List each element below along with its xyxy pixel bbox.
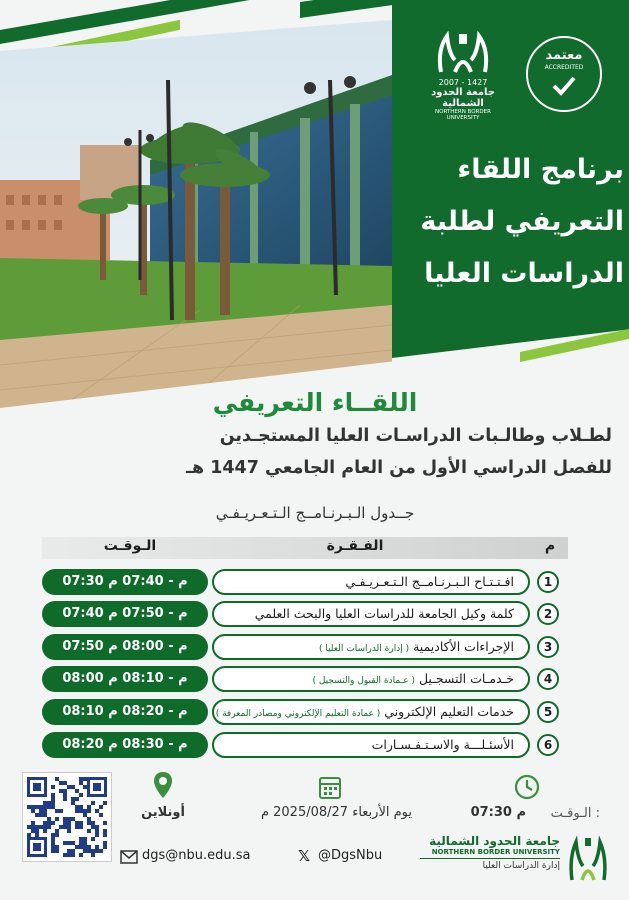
intro-heading: اللقــاء التعريفي bbox=[212, 388, 418, 417]
row-number: 4 bbox=[537, 668, 559, 690]
header-title-line1: برنامج اللقاء bbox=[457, 154, 624, 185]
header-title-line2: التعريفي لطلبة bbox=[420, 206, 624, 237]
check-icon bbox=[551, 75, 577, 97]
nbu-name-ar: جامعة الحدود الشمالية bbox=[431, 87, 495, 109]
row-item bbox=[212, 634, 530, 660]
date-value: يوم الأربعاء 2025/08/27 م bbox=[260, 805, 412, 820]
row-number: 2 bbox=[537, 603, 559, 625]
row-time: 07:30 م - 07:40 م bbox=[42, 569, 208, 595]
university-logo bbox=[418, 30, 508, 121]
row-item-label: الأسئـلـــة والاسـتـفـسـارات bbox=[371, 737, 514, 752]
row-item-sub: ( إدارة الدراسات العليا ) bbox=[318, 644, 410, 654]
calendar-icon bbox=[318, 774, 342, 800]
x-twitter-icon: 𝕏 bbox=[298, 847, 311, 865]
row-item bbox=[212, 699, 530, 725]
row-item-label: خـدمـات التسجـيل bbox=[418, 671, 514, 686]
accreditation-logo bbox=[526, 36, 602, 112]
footer-university-en: NORTHERN BORDER UNIVERSITY bbox=[431, 848, 560, 856]
email-link[interactable]: dgs@nbu.edu.sa bbox=[142, 848, 251, 863]
time-value: 07:30 م bbox=[470, 805, 526, 820]
row-item-sub: ( عـمادة القبول والتسجيل ) bbox=[312, 676, 415, 686]
row-time: 07:50 م - 08:00 م bbox=[42, 634, 208, 660]
footer-university-ar: جامعة الحدود الشمالية bbox=[429, 834, 560, 848]
row-item-sub: ( عمادة التعليم الإلكتروني ومصادر المعرفة ) bbox=[215, 709, 381, 719]
location-value: أونلاين bbox=[141, 805, 185, 820]
col-item-header: الفـقـرة bbox=[326, 538, 384, 554]
decor-stripe-right bbox=[300, 0, 392, 18]
footer-emblem-icon bbox=[566, 834, 610, 884]
location-icon bbox=[152, 770, 174, 800]
row-number: 6 bbox=[537, 734, 559, 756]
campus-photo bbox=[0, 20, 392, 408]
row-item-label: افـتـتـاح الـبـرنـامــج الـتـعـريـفـي bbox=[345, 574, 514, 589]
intro-line2: للفصل الدراسي الأول من العام الجامعي 1447 هـ bbox=[185, 458, 612, 478]
accredited-en: ACCREDITED bbox=[544, 64, 584, 71]
qr-code[interactable] bbox=[22, 772, 112, 862]
row-item-label: كلمة وكيل الجامعة للدراسات العليا والبحث العلمي bbox=[254, 606, 514, 621]
email-icon bbox=[120, 849, 138, 863]
col-time-header: الـوقـت bbox=[103, 538, 157, 554]
col-num-header: م bbox=[544, 538, 556, 554]
row-item bbox=[212, 601, 530, 627]
schedule-title: جــدول الـبـرنـامــج الـتـعـريـفـي bbox=[215, 504, 415, 522]
row-item bbox=[212, 569, 530, 595]
twitter-link[interactable]: @DgsNbu bbox=[318, 848, 383, 863]
row-time: 08:00 م - 08:10 م bbox=[42, 666, 208, 692]
row-time: 08:20 م - 08:30 م bbox=[42, 732, 208, 758]
footer-dept-ar: إدارة الدراسات العليا bbox=[482, 861, 560, 871]
row-number: 3 bbox=[537, 636, 559, 658]
accredited-ar: معتمد bbox=[545, 48, 583, 63]
row-number: 5 bbox=[537, 701, 559, 723]
clock-icon bbox=[512, 772, 542, 802]
intro-line1: لطـلاب وطالـبات الدراسـات العليا المستجـدين bbox=[219, 426, 612, 446]
nbu-emblem-icon bbox=[433, 30, 493, 74]
row-item-label: الإجراءات الأكاديمية bbox=[413, 639, 514, 654]
row-time: 07:40 م - 07:50 م bbox=[42, 601, 208, 627]
row-item bbox=[212, 732, 530, 758]
nbu-founded: 2007 - 1427 bbox=[438, 78, 488, 87]
nbu-name-en: NORTHERN BORDER UNIVERSITY bbox=[435, 109, 491, 121]
row-item-label: خدمات التعليم الإلكتروني bbox=[384, 704, 514, 719]
row-time: 08:10 م - 08:20 م bbox=[42, 699, 208, 725]
time-label: الـوقـت : bbox=[550, 806, 600, 821]
header-title-line3: الدراسات العليا bbox=[424, 258, 624, 289]
footer-logo bbox=[420, 834, 560, 894]
row-item bbox=[212, 666, 530, 692]
row-number: 1 bbox=[537, 571, 559, 593]
